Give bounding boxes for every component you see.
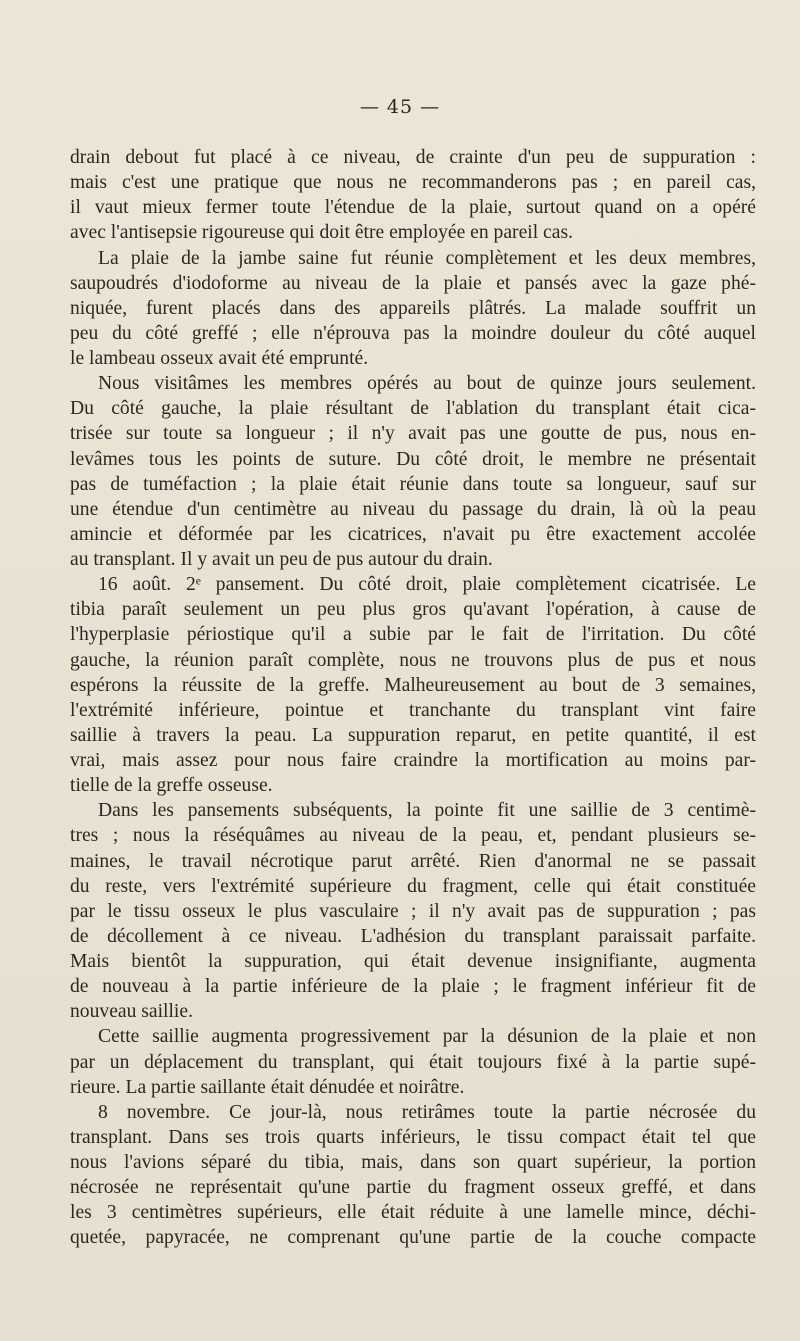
text-line: 8 novembre. Ce jour-là, nous retirâmes toute la partie nécrosée du bbox=[98, 1101, 756, 1123]
text-line: niquée, furent placés dans des appareils plâtrés. La malade souffrit un bbox=[70, 297, 756, 319]
text-line: il vaut mieux fermer toute l'étendue de la plaie, surtout quand on a opéré bbox=[70, 197, 756, 219]
text-line: tres ; nous la réséquâmes au niveau de la peau, et, pendant plusieurs se- bbox=[70, 825, 756, 847]
text-line: le lambeau osseux avait été emprunté. bbox=[70, 348, 369, 369]
text-line: Mais bientôt la suppuration, qui était devenue insignifiante, augmenta bbox=[70, 951, 756, 972]
text-line: Cette saillie augmenta progressivement par la désunion de la plaie et non bbox=[98, 1026, 756, 1048]
text-line: saupoudrés d'iodoforme au niveau de la plaie et pansés avec la gaze phé- bbox=[70, 272, 756, 294]
text-line: trisée sur toute sa longueur ; il n'y avait pas une goutte de pus, nous en- bbox=[70, 423, 756, 445]
text-line: du reste, vers l'extrémité supérieure du fragment, celle qui était constituée bbox=[70, 875, 756, 897]
paragraph bbox=[70, 1100, 756, 1251]
text-line: peu du côté greffé ; elle n'éprouva pas la moindre douleur du côté auquel bbox=[70, 322, 756, 344]
body-text bbox=[70, 145, 756, 1251]
text-line: maines, le travail nécrotique parut arrêté. Rien d'anormal ne se passait bbox=[70, 850, 756, 872]
text-line: nouveau saillie. bbox=[70, 1001, 193, 1023]
text-line: de nouveau à la partie inférieure de la plaie ; le fragment inférieur fit de bbox=[70, 976, 756, 998]
paragraph bbox=[70, 371, 756, 572]
text-line: Dans les pansements subséquents, la pointe fit une saillie de 3 centimè- bbox=[98, 800, 756, 822]
text-line: l'extrémité inférieure, pointue et tranchante du transplant vint faire bbox=[70, 699, 756, 721]
paragraph bbox=[70, 246, 756, 372]
text-line: Nous visitâmes les membres opérés au bout de quinze jours seulement. bbox=[98, 373, 756, 395]
paragraph bbox=[70, 1024, 756, 1099]
text-line: nous l'avions séparé du tibia, mais, dans son quart supérieur, la portion bbox=[70, 1152, 756, 1173]
text-line: transplant. Dans ses trois quarts inférieurs, le tissu compact était tel que bbox=[70, 1126, 756, 1148]
text-line: Du côté gauche, la plaie résultant de l'ablation du transplant était cica- bbox=[70, 398, 756, 420]
text-line: nécrosée ne représentait qu'une partie du fragment osseux greffé, et dans bbox=[70, 1177, 756, 1199]
page-number: — 45 — bbox=[359, 96, 441, 118]
text-line: une étendue d'un centimètre au niveau du passage du drain, là où la peau bbox=[70, 498, 756, 520]
text-line: gauche, la réunion paraît complète, nous ne trouvons plus de pus et nous bbox=[70, 649, 756, 671]
text-line: drain debout fut placé à ce niveau, de crainte d'un peu de suppuration : bbox=[70, 147, 756, 168]
text-line: l'hyperplasie périostique qu'il a subie par le fait de l'irritation. Du côté bbox=[70, 624, 756, 646]
text-line: espérons la réussite de la greffe. Malheureusement au bout de 3 semaines, bbox=[70, 674, 756, 696]
text-line: par le tissu osseux le plus vasculaire ; il n'y avait pas de suppuration ; pas bbox=[70, 900, 756, 922]
paragraph bbox=[70, 798, 756, 1024]
text-line: de décollement à ce niveau. L'adhésion du transplant paraissait parfaite. bbox=[70, 925, 756, 947]
paragraph bbox=[70, 572, 756, 798]
text-line: La plaie de la jambe saine fut réunie complètement et les deux membres, bbox=[98, 247, 756, 269]
text-line: pas de tuméfaction ; la plaie était réunie dans toute sa longueur, sauf sur bbox=[70, 473, 756, 495]
text-line: levâmes tous les points de suture. Du côté droit, le membre ne présentait bbox=[70, 448, 756, 470]
text-line: tielle de la greffe osseuse. bbox=[70, 775, 273, 797]
text-line: tibia paraît seulement un peu plus gros qu'avant l'opération, à cause de bbox=[70, 599, 756, 621]
paragraph bbox=[70, 145, 756, 246]
text-line: mais c'est une pratique que nous ne recommanderons pas ; en pareil cas, bbox=[70, 172, 756, 194]
text-line: vrai, mais assez pour nous faire craindre la mortification au moins par- bbox=[70, 750, 756, 771]
text-line: amincie et déformée par les cicatrices, n'avait pu être exactement accolée bbox=[70, 523, 756, 545]
text-line: les 3 centimètres supérieurs, elle était réduite à une lamelle mince, déchi- bbox=[70, 1202, 756, 1224]
text-line: avec l'antisepsie rigoureuse qui doit être employée en pareil cas. bbox=[70, 222, 573, 244]
text-line: au transplant. Il y avait un peu de pus autour du drain. bbox=[70, 549, 493, 570]
text-line: rieure. La partie saillante était dénudée et noirâtre. bbox=[70, 1076, 465, 1098]
text-line: par un déplacement du transplant, qui était toujours fixé à la partie supé- bbox=[70, 1051, 756, 1073]
text-line: quetée, papyracée, ne comprenant qu'une partie de la couche compacte bbox=[70, 1227, 756, 1249]
text-line: saillie à travers la peau. La suppuration reparut, en petite quantité, il est bbox=[70, 724, 756, 746]
text-line: 16 août. 2ᵉ pansement. Du côté droit, plaie complètement cicatrisée. Le bbox=[98, 574, 756, 596]
